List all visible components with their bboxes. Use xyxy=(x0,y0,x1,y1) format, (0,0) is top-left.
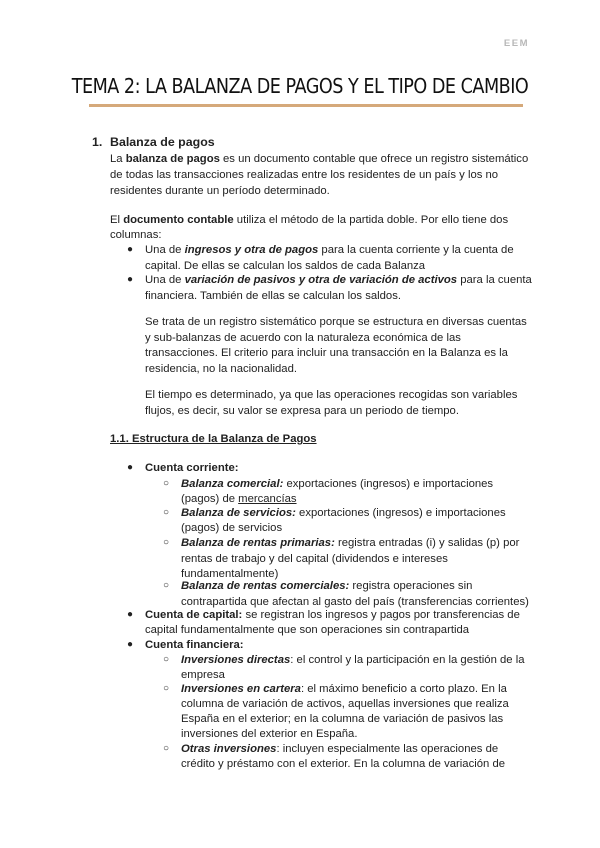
list-item: Balanza de servicios: exportaciones (ingresos) e importaciones xyxy=(181,507,506,519)
paragraph-line: El tiempo es determinado, ya que las operaciones recogidas son variables xyxy=(145,389,518,401)
list-item: financiera. También de ellas se calculan los saldos. xyxy=(145,290,401,302)
list-item: rentas de trabajo y del capital (dividendos e intereses xyxy=(181,553,448,565)
circle-bullet: ○ xyxy=(163,654,170,665)
paragraph-line: de todas las transacciones realizadas entre los residentes de un país y los no xyxy=(110,169,499,181)
paragraph-line: La balanza de pagos es un documento contable que ofrece un registro sistemático xyxy=(110,153,529,165)
list-item: contrapartida que afectan al gasto del país (transferencias corrientes) xyxy=(181,596,529,608)
bullet-dot: ● xyxy=(127,244,134,255)
paragraph-line: flujos, es decir, su valor se expresa para un periodo de tiempo. xyxy=(145,405,459,417)
section-heading: Balanza de pagos xyxy=(110,135,215,149)
bullet-dot: ● xyxy=(127,462,134,473)
list-item: Inversiones directas: el control y la participación en la gestión de la xyxy=(181,654,525,666)
list-item: Otras inversiones: incluyen especialmente las operaciones de xyxy=(181,743,499,755)
paragraph-line: transacciones. El criterio para incluir una transacción en la Balanza es la xyxy=(145,347,508,359)
list-item: empresa xyxy=(181,669,225,681)
list-item: Balanza comercial: exportaciones (ingresos) e importaciones xyxy=(181,478,494,490)
paragraph-line: El documento contable utiliza el método de la partida doble. Por ello tiene dos xyxy=(110,214,509,226)
list-item: Balanza de rentas comerciales: registra operaciones sin xyxy=(181,580,473,592)
list-item: capital fundamentalmente que son operaciones sin contrapartida xyxy=(145,624,470,636)
list-item: (pagos) de mercancías xyxy=(181,493,297,505)
list-item: Inversiones en cartera: el máximo beneficio a corto plazo. En la xyxy=(181,683,507,695)
list-item: Una de variación de pasivos y otra de variación de activos para la cuenta xyxy=(145,274,532,286)
section-number: 1. xyxy=(92,135,103,149)
circle-bullet: ○ xyxy=(163,537,170,548)
subsection-heading: 1.1. Estructura de la Balanza de Pagos xyxy=(110,433,317,445)
list-item: fundamentalmente) xyxy=(181,568,279,580)
circle-bullet: ○ xyxy=(163,580,170,591)
paragraph-line: columnas: xyxy=(110,229,162,241)
circle-bullet: ○ xyxy=(163,478,170,489)
account-label: Cuenta financiera: xyxy=(145,639,244,651)
page-title: TEMA 2: LA BALANZA DE PAGOS Y EL TIPO DE CAMBIO xyxy=(71,74,529,98)
title-divider xyxy=(89,104,523,107)
paragraph-line: residencia, no la nacionalidad. xyxy=(145,363,297,375)
list-item: columna de variación de activos, aquellas inversiones que realiza xyxy=(181,698,509,710)
list-item: Balanza de rentas primarias: registra entradas (i) y salidas (p) por xyxy=(181,537,520,549)
paragraph-line: residentes durante un período determinado. xyxy=(110,185,330,197)
bullet-dot: ● xyxy=(127,609,134,620)
list-item: capital. De ellas se calculan los saldos de cada Balanza xyxy=(145,260,426,272)
list-item: (pagos) de servicios xyxy=(181,522,283,534)
circle-bullet: ○ xyxy=(163,507,170,518)
header-tag: EEM xyxy=(503,38,529,49)
paragraph-line: y sub-balanzas de acuerdo con la naturaleza económica de las xyxy=(145,332,461,344)
list-item: Una de ingresos y otra de pagos para la cuenta corriente y la cuenta de xyxy=(145,244,514,256)
bullet-dot: ● xyxy=(127,639,134,650)
list-item: Cuenta de capital: se registran los ingresos y pagos por transferencias de xyxy=(145,609,520,621)
circle-bullet: ○ xyxy=(163,683,170,694)
list-item: inversiones del exterior en España. xyxy=(181,728,358,740)
account-label: Cuenta corriente: xyxy=(145,462,239,474)
circle-bullet: ○ xyxy=(163,743,170,754)
list-item: crédito y préstamo con el exterior. En la columna de variación de xyxy=(181,758,506,770)
bullet-dot: ● xyxy=(127,274,134,285)
list-item: España en el exterior; en la columna de variación de pasivos las xyxy=(181,713,504,725)
paragraph-line: Se trata de un registro sistemático porque se estructura en diversas cuentas xyxy=(145,316,527,328)
